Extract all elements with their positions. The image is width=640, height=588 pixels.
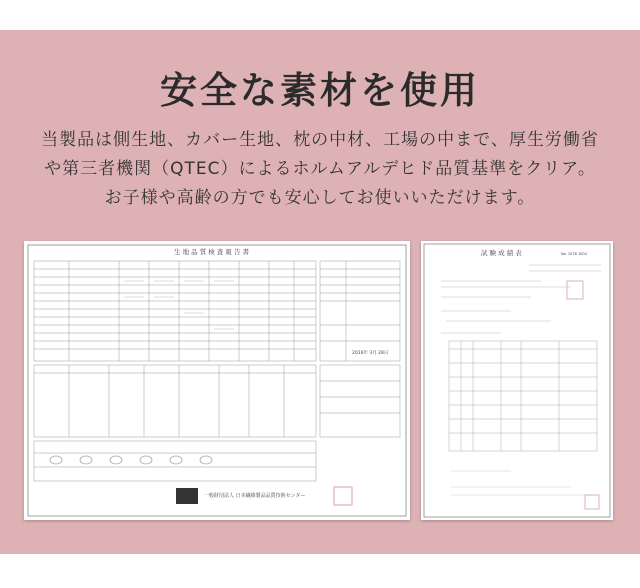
report-heading: 生 地 品 質 検 査 報 告 書 bbox=[174, 248, 250, 256]
certificate-scan-graphic bbox=[421, 241, 613, 520]
section-title: 安全な素材を使用 bbox=[160, 69, 480, 112]
certificate-heading: 試 験 成 績 表 bbox=[481, 249, 522, 257]
test-result-certificate-image bbox=[421, 241, 613, 520]
description-text bbox=[0, 126, 640, 213]
fabric-inspection-report-image bbox=[24, 241, 410, 520]
report-organization: 一般財団法人 日本繊維製品品質技術センター bbox=[204, 493, 306, 499]
description-line-1: 当製品は側生地、カバー生地、枕の中材、工場の中まで、厚生労働省 bbox=[41, 130, 599, 150]
description-line-2: や第三者機関（QTEC）によるホルムアルデヒド品質基準をクリア。 bbox=[44, 159, 596, 179]
report-date: 2016年 3月 28日 bbox=[352, 351, 389, 356]
org-logo bbox=[176, 488, 198, 504]
report-scan-graphic bbox=[24, 241, 410, 520]
certificate-number: No. 1076 1004 bbox=[561, 252, 587, 256]
description-line-3: お子様や高齢の方でも安心してお使いいただけます。 bbox=[104, 188, 536, 208]
